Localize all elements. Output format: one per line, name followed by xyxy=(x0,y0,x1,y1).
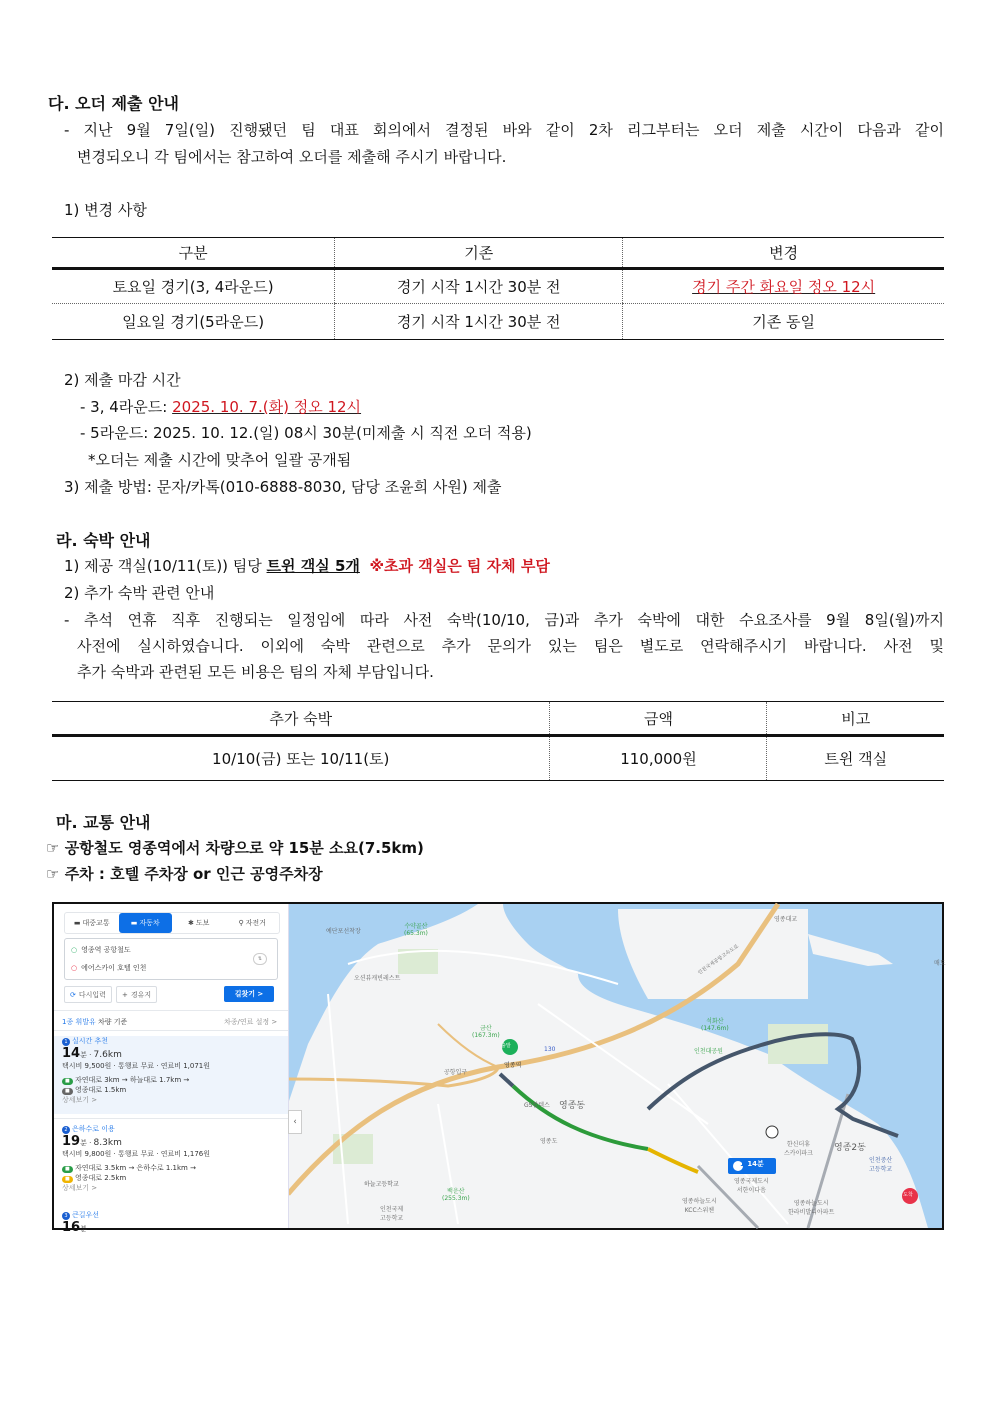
table-header: 추가 숙박 xyxy=(52,702,550,736)
table-cell: 경기 시작 1시간 30분 전 xyxy=(335,304,623,340)
vehicle-basis: 1종 휘발유 차량 기준 xyxy=(62,1018,128,1026)
map-label: 130 xyxy=(544,1046,556,1053)
order-change-table xyxy=(52,237,944,340)
map-label: 인천국제공항고속도로 xyxy=(696,943,740,977)
tab-walk[interactable]: ✱ 도보 xyxy=(188,919,210,927)
tab-car[interactable]: ▬ 자동차 xyxy=(119,913,173,933)
refresh-icon: ⟳ xyxy=(70,990,76,999)
destination-dot-icon: ○ xyxy=(71,964,78,972)
lodging-para-line2: 사전에 실시하였습니다. 이외에 숙박 관련으로 추가 문의가 있는 팀은 별도로 연락해주시기 바랍니다. 사전 및 xyxy=(77,637,944,655)
table-cell: 트윈 객실 xyxy=(767,736,944,781)
park-area xyxy=(768,1024,828,1064)
table-row xyxy=(52,304,944,340)
directions-panel xyxy=(54,904,289,1235)
table-header: 변경 xyxy=(623,238,944,269)
table-header: 구분 xyxy=(52,238,335,269)
map-label: 영종국제도시 서한이다음 xyxy=(734,1178,769,1194)
bus-icon: ▬ xyxy=(73,919,81,927)
cctv-icon xyxy=(766,1126,778,1138)
map-label: 인천국제 고등학교 xyxy=(380,1206,404,1222)
section-lodging-title: 라. 숙박 안내 xyxy=(56,531,151,550)
table-header-row xyxy=(52,702,944,736)
tab-transit[interactable]: ▬ 대중교통 xyxy=(73,919,110,927)
transport-text-1: 공항철도 영종역에서 차량으로 약 15분 소요(7.5km) xyxy=(64,839,424,857)
lodging-rooms: 트윈 객실 5개 xyxy=(266,557,360,575)
transport-mode-tabs xyxy=(64,912,280,934)
table-cell: 토요일 경기(3, 4라운드) xyxy=(52,269,335,304)
destination-input[interactable]: ○ 에어스카이 호텔 인천 xyxy=(71,964,147,972)
map-label: 오션뷰캐빈레스트 xyxy=(354,975,401,982)
route-option-3[interactable]: 3 큰길우선 16분 xyxy=(62,1211,100,1235)
deadline-34-label: - 3, 4라운드: xyxy=(80,398,173,416)
bike-icon: ⚲ xyxy=(238,919,244,927)
deadline-subtitle: 2) 제출 마감 시간 xyxy=(64,371,181,389)
origin-dot-icon: ○ xyxy=(71,946,78,954)
map-label: 영종도 xyxy=(540,1138,558,1145)
table-row xyxy=(52,269,944,304)
lodging-warning: ※초과 객실은 팀 자체 부담 xyxy=(369,557,550,575)
changed-deadline-text: 경기 주간 화요일 정오 12시 xyxy=(692,278,876,296)
map-label: 석화산 (147.6m) xyxy=(701,1018,729,1032)
table-cell: 기존 동일 xyxy=(623,304,944,340)
map-label: 한신더휴 스카이파크 xyxy=(784,1141,813,1157)
table-header: 비고 xyxy=(767,702,944,736)
route-option-1[interactable]: 1 실시간 추천 14분 · 7.6km 택시비 9,500원 · 통행료 무료 · 연료비 1,071원 ■ 자연대로 3km → 하늘대로 1.7km → ■ 영종대로 1.5km 상세보기 > xyxy=(54,1036,288,1114)
map-label: 수약골산 (65.3m) xyxy=(404,923,428,937)
lodging-item1 xyxy=(64,555,550,576)
walk-icon: ✱ xyxy=(188,919,194,927)
lodging-para-line1: - 추석 연휴 직후 진행되는 일정임에 따라 사전 숙박(10/10, 금)과 추가 숙박에 대한 수요조사를 9월 8일(월)까지 xyxy=(64,611,944,629)
changes-subtitle: 1) 변경 사항 xyxy=(64,201,147,219)
route-badge-text: 1 14분 xyxy=(740,1160,764,1168)
map-label: 영종역 xyxy=(504,1062,522,1069)
map-label: 인천중산 고등학교 xyxy=(869,1157,893,1173)
table-cell: 일요일 경기(5라운드) xyxy=(52,304,335,340)
order-publish-note: *오더는 제출 시간에 맞추어 일괄 공개됨 xyxy=(88,451,352,469)
car-icon: ▬ xyxy=(130,919,138,927)
map-label: 매도 xyxy=(934,960,946,967)
park-area xyxy=(333,1134,373,1164)
table-header: 금액 xyxy=(550,702,767,736)
origin-input[interactable]: ○ 영종역 공항철도 xyxy=(71,946,131,954)
map-label: 공항입구 xyxy=(444,1069,468,1076)
transport-bullet-1 xyxy=(46,837,424,858)
table-row xyxy=(52,736,944,781)
transport-text-2: 주차 : 호텔 주차장 or 인근 공영주차장 xyxy=(64,865,323,883)
map-label: 영종2동 xyxy=(834,1143,866,1153)
extra-lodging-table xyxy=(52,701,944,781)
search-route-button[interactable]: 길찾기 > xyxy=(224,986,274,1002)
map-label: 백운산 (255.3m) xyxy=(442,1188,470,1202)
table-header-row xyxy=(52,238,944,269)
end-pin-label: 도착 xyxy=(903,1192,913,1198)
map-label: GS칼텍스 xyxy=(524,1102,550,1109)
map-label: 영종하늘도시 KCC스위첸 xyxy=(682,1198,717,1214)
map-label: 예단포선착장 xyxy=(326,928,361,935)
table-cell: 경기 시작 1시간 30분 전 xyxy=(335,269,623,304)
route-input-box xyxy=(64,938,278,980)
map-label: 영종하늘도시 한라비발디아파트 xyxy=(788,1200,835,1216)
lodging-item2: 2) 추가 숙박 관련 안내 xyxy=(64,584,215,602)
plus-icon: + xyxy=(122,990,128,999)
section-order-title: 다. 오더 제출 안내 xyxy=(48,94,179,113)
swap-icon[interactable]: ⇅ xyxy=(253,953,267,965)
lodging-item1-prefix: 1) 제공 객실(10/11(토)) 팀당 xyxy=(64,557,267,575)
order-intro-line2: 변경되오니 각 팀에서는 참고하여 오더를 제출해 주시기 바랍니다. xyxy=(77,148,507,166)
tab-bike[interactable]: ⚲ 자전거 xyxy=(238,919,266,927)
route-option-2[interactable]: 2 은하수로 이용 19분 · 8.3km 택시비 9,800원 · 통행료 무료 · 연료비 1,176원 ■ 자연대로 3.5km → 은하수로 1.1km → ■ 영종대로 2.5km 상세보기 > xyxy=(62,1125,211,1192)
deadline-rounds-34 xyxy=(80,396,361,417)
reset-button[interactable]: ⟳ 다시입력 xyxy=(64,986,112,1003)
map-label: 금산 (167.3m) xyxy=(472,1025,500,1039)
table-header: 기존 xyxy=(335,238,623,269)
map-label: 영종대교 xyxy=(774,916,798,923)
table-cell: 110,000원 xyxy=(550,736,767,781)
pointing-hand-icon: ☞ xyxy=(46,839,60,857)
start-pin-label: 출발 xyxy=(501,1043,511,1049)
table-cell: 10/10(금) 또는 10/11(토) xyxy=(52,736,550,781)
deadline-round-5: - 5라운드: 2025. 10. 12.(일) 08시 30분(미제출 시 직전 오더 적용) xyxy=(80,424,532,442)
map-label: 하늘고등학교 xyxy=(364,1181,399,1188)
waypoint-button[interactable]: + 경유지 xyxy=(116,986,157,1003)
map-label: 인천대공원 xyxy=(694,1048,723,1055)
table-cell-highlight xyxy=(623,269,944,304)
collapse-panel-button[interactable]: ‹ xyxy=(288,1110,302,1134)
submission-method: 3) 제출 방법: 문자/카톡(010-6888-8030, 담당 조윤희 사원) 제출 xyxy=(64,478,502,496)
deadline-34-value: 2025. 10. 7.(화) 정오 12시 xyxy=(172,398,362,416)
lodging-para-line3: 추가 숙박과 관련된 모든 비용은 팀의 자체 부담입니다. xyxy=(77,663,434,681)
vehicle-settings-link[interactable]: 차종/연료 설정 > xyxy=(224,1018,278,1026)
order-intro-line1: - 지난 9월 7일(일) 진행됐던 팀 대표 회의에서 결정된 바와 같이 2차 리그부터는 오더 제출 시간이 다음과 같이 xyxy=(64,121,944,139)
route-map-screenshot xyxy=(52,902,946,1235)
transport-bullet-2 xyxy=(46,863,323,884)
map-label: 영종동 xyxy=(559,1101,586,1111)
section-transport-title: 마. 교통 안내 xyxy=(56,813,151,832)
pointing-hand-icon: ☞ xyxy=(46,865,60,883)
